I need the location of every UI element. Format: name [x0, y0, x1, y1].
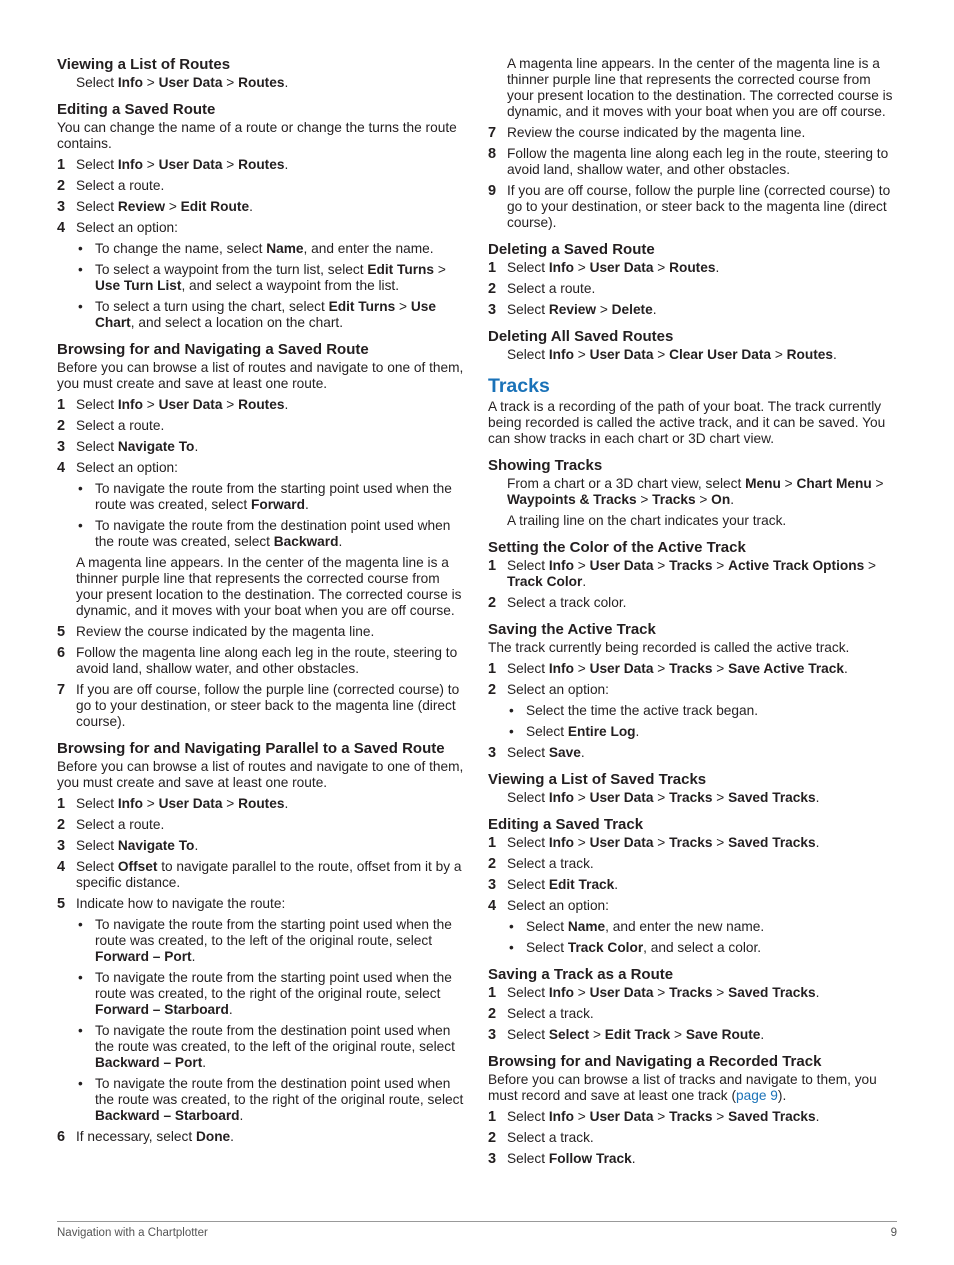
step: 3 Select Navigate To.: [57, 439, 199, 455]
intro-text: The track currently being recorded is called the active track.: [488, 640, 850, 655]
left-column: [57, 56, 467, 1150]
section-title: Viewing a List of Routes: [57, 56, 231, 73]
step: 3 Select Edit Track.: [488, 877, 619, 893]
option-list: [76, 917, 467, 1124]
step-list: [488, 260, 900, 318]
step: 9 If you are off course, follow the purple line (corrected course) to go to your destination, or steer back to the magenta line (direct course).: [488, 183, 891, 230]
step: 4 Select an option: • To change the name, select Name, and enter the name. • To select a waypoint from the turn list, select Edit Turns > Use Turn List, and select a waypoint from the list. • To select a turn using the chart, select Edit Turns > Use Chart, and select a location on the chart.: [57, 220, 467, 331]
step: 1 Select Info > User Data > Tracks > Save Active Track.: [488, 661, 848, 677]
step: 1 Select Info > User Data > Tracks > Active Track Options > Track Color.: [488, 558, 877, 589]
step: 4 Select an option: • To navigate the route from the starting point used when the route was created, select Forward. • To navigate the route from the destination point used when the route was created, select Backward. A magenta line appears. In the center of the magenta line is a thinner purple line that represents the corrected course from your present location to the destination. The corrected course is dynamic, and it moves with your boat when you are off course.: [57, 460, 467, 619]
step-list: [57, 157, 467, 331]
section-title: Browsing for and Navigating Parallel to a Saved Route: [57, 740, 445, 757]
option-item: • To navigate the route from the starting point used when the route was created, to the right of the original route, select Forward – Starboard.: [76, 970, 467, 1018]
step: 2 Select a track.: [488, 1006, 594, 1022]
option-item: • Select the time the active track began.: [507, 703, 900, 719]
step: 3 Select Review > Edit Route.: [57, 199, 253, 215]
intro-text: Before you can browse a list of tracks and navigate to them, you must record and save at least one track (page 9).: [488, 1072, 877, 1103]
section-title: Viewing a List of Saved Tracks: [488, 771, 707, 788]
option-item: • To navigate the route from the destination point used when the route was created, to the right of the original route, select Backward – Starboard.: [76, 1076, 467, 1124]
section-title: Editing a Saved Track: [488, 816, 644, 833]
step: 1 Select Info > User Data > Tracks > Saved Tracks.: [488, 985, 820, 1001]
section-title: Saving the Active Track: [488, 621, 656, 638]
step: 7 If you are off course, follow the purple line (corrected course) to go to your destination, or steer back to the magenta line (direct course).: [57, 682, 460, 729]
step-list: [488, 661, 900, 761]
step: 4 Select an option: • Select Name, and enter the new name. • Select Track Color, and select a color.: [488, 898, 900, 956]
step-list: [488, 835, 900, 956]
step: 1 Select Info > User Data > Routes.: [488, 260, 720, 276]
step: 2 Select a track color.: [488, 595, 627, 611]
option-item: • Select Track Color, and select a color.: [507, 940, 900, 956]
instruction: From a chart or a 3D chart view, select Menu > Chart Menu > Waypoints & Tracks > Tracks > On.: [507, 476, 884, 507]
option-item: • Select Entire Log.: [507, 724, 900, 740]
option-list: [507, 919, 900, 956]
step-list: [488, 985, 900, 1043]
note-text: A trailing line on the chart indicates your track.: [507, 513, 787, 528]
section-title: Saving a Track as a Route: [488, 966, 674, 983]
intro-text: Before you can browse a list of routes and navigate to one of them, you must create and save at least one route.: [57, 759, 464, 790]
step: 4 Select Offset to navigate parallel to the route, offset from it by a specific distance.: [57, 859, 462, 890]
step: 3 Select Navigate To.: [57, 838, 199, 854]
step: 2 Select a route.: [57, 178, 165, 194]
step: 5 Review the course indicated by the magenta line.: [57, 624, 375, 640]
option-item: • Select Name, and enter the new name.: [507, 919, 900, 935]
page-footer: [57, 1221, 897, 1241]
section-title: Deleting a Saved Route: [488, 241, 655, 258]
section-title: Showing Tracks: [488, 457, 603, 474]
section-title: Editing a Saved Route: [57, 101, 216, 118]
step-list: [57, 397, 467, 730]
option-item: • To navigate the route from the starting point used when the route was created, select Forward.: [76, 481, 467, 513]
step: 2 Select a route.: [57, 817, 165, 833]
option-list: [507, 703, 900, 740]
step: 3 Select Save.: [488, 745, 585, 761]
section-title: Browsing for and Navigating a Recorded Track: [488, 1053, 822, 1070]
step: 7 Review the course indicated by the magenta line.: [488, 125, 806, 141]
step: 2 Select a track.: [488, 856, 594, 872]
intro-text: You can change the name of a route or change the turns the route contains.: [57, 120, 457, 151]
option-list: [76, 481, 467, 550]
step: 6 Follow the magenta line along each leg in the route, steering to avoid land, shallow water, and other obstacles.: [57, 645, 458, 676]
section-title: Setting the Color of the Active Track: [488, 539, 746, 556]
page-link[interactable]: page 9: [736, 1088, 778, 1103]
option-item: • To navigate the route from the destination point used when the route was created, select Backward.: [76, 518, 467, 550]
step: 3 Select Select > Edit Track > Save Route.: [488, 1027, 765, 1043]
section-title: Deleting All Saved Routes: [488, 328, 674, 345]
note-text: A magenta line appears. In the center of the magenta line is a thinner purple line that represents the corrected course from your present location to the destination. The corrected course is dynamic, and it moves with your boat when you are off course.: [507, 56, 893, 119]
step: 2 Select an option: • Select the time the active track began. • Select Entire Log.: [488, 682, 900, 740]
step: 2 Select a route.: [488, 281, 596, 297]
instruction: Select Info > User Data > Clear User Data > Routes.: [507, 347, 837, 362]
step: 8 Follow the magenta line along each leg in the route, steering to avoid land, shallow water, and other obstacles.: [488, 146, 889, 177]
step-list: [488, 558, 900, 611]
step: 1 Select Info > User Data > Routes.: [57, 157, 289, 173]
instruction: Select Info > User Data > Tracks > Saved Tracks.: [507, 790, 820, 805]
option-item: • To navigate the route from the destination point used when the route was created, to the left of the original route, select Backward – Port.: [76, 1023, 467, 1071]
option-item: • To select a waypoint from the turn list, select Edit Turns > Use Turn List, and select a waypoint from the list.: [76, 262, 467, 294]
note-text: A magenta line appears. In the center of the magenta line is a thinner purple line that represents the corrected course from your present location to the destination. The corrected course is dynamic, and it moves with your boat when you are off course.: [76, 555, 462, 618]
intro-text: A track is a recording of the path of your boat. The track currently being recorded is called the active track, and it can be saved. You can show tracks in each chart or 3D chart view.: [488, 399, 886, 446]
step-list: [488, 125, 900, 231]
step: 2 Select a track.: [488, 1130, 594, 1146]
option-item: • To select a turn using the chart, select Edit Turns > Use Chart, and select a location on the chart.: [76, 299, 467, 331]
step: 6 If necessary, select Done.: [57, 1129, 234, 1145]
step: 3 Select Review > Delete.: [488, 302, 657, 318]
step: 3 Select Follow Track.: [488, 1151, 636, 1167]
step: 5 Indicate how to navigate the route: • To navigate the route from the starting point used when the route was created, to the left of the original route, select Forward – Port. • To navigate the route from the starting point used when the route was created, to the right of the original route, select Forward – Starboard. • To navigate the route from the destination point used when the route was created, to the left of the original route, select Backward – Port. • To navigate the route from the destination point used when the route was created, to the right of the original route, select Backward – Starboard.: [57, 896, 467, 1124]
footer-chapter-title: Navigation with a Chartplotter: [57, 1227, 208, 1239]
intro-text: Before you can browse a list of routes and navigate to one of them, you must create and save at least one route.: [57, 360, 464, 391]
option-item: • To navigate the route from the starting point used when the route was created, to the left of the original route, select Forward – Port.: [76, 917, 467, 965]
chapter-title: Tracks: [488, 375, 550, 397]
section-title: Browsing for and Navigating a Saved Route: [57, 341, 369, 358]
step-list: [57, 796, 467, 1145]
option-item: • To change the name, select Name, and enter the name.: [76, 241, 467, 257]
step: 1 Select Info > User Data > Tracks > Saved Tracks.: [488, 1109, 820, 1125]
page-number: 9: [890, 1227, 897, 1239]
step: 1 Select Info > User Data > Routes.: [57, 397, 289, 413]
right-column: [488, 56, 900, 1172]
step: 1 Select Info > User Data > Routes.: [57, 796, 289, 812]
option-list: [76, 241, 467, 331]
step: 2 Select a route.: [57, 418, 165, 434]
step: 1 Select Info > User Data > Tracks > Saved Tracks.: [488, 835, 820, 851]
step-list: [488, 1109, 900, 1167]
instruction: Select Info > User Data > Routes.: [76, 75, 289, 90]
